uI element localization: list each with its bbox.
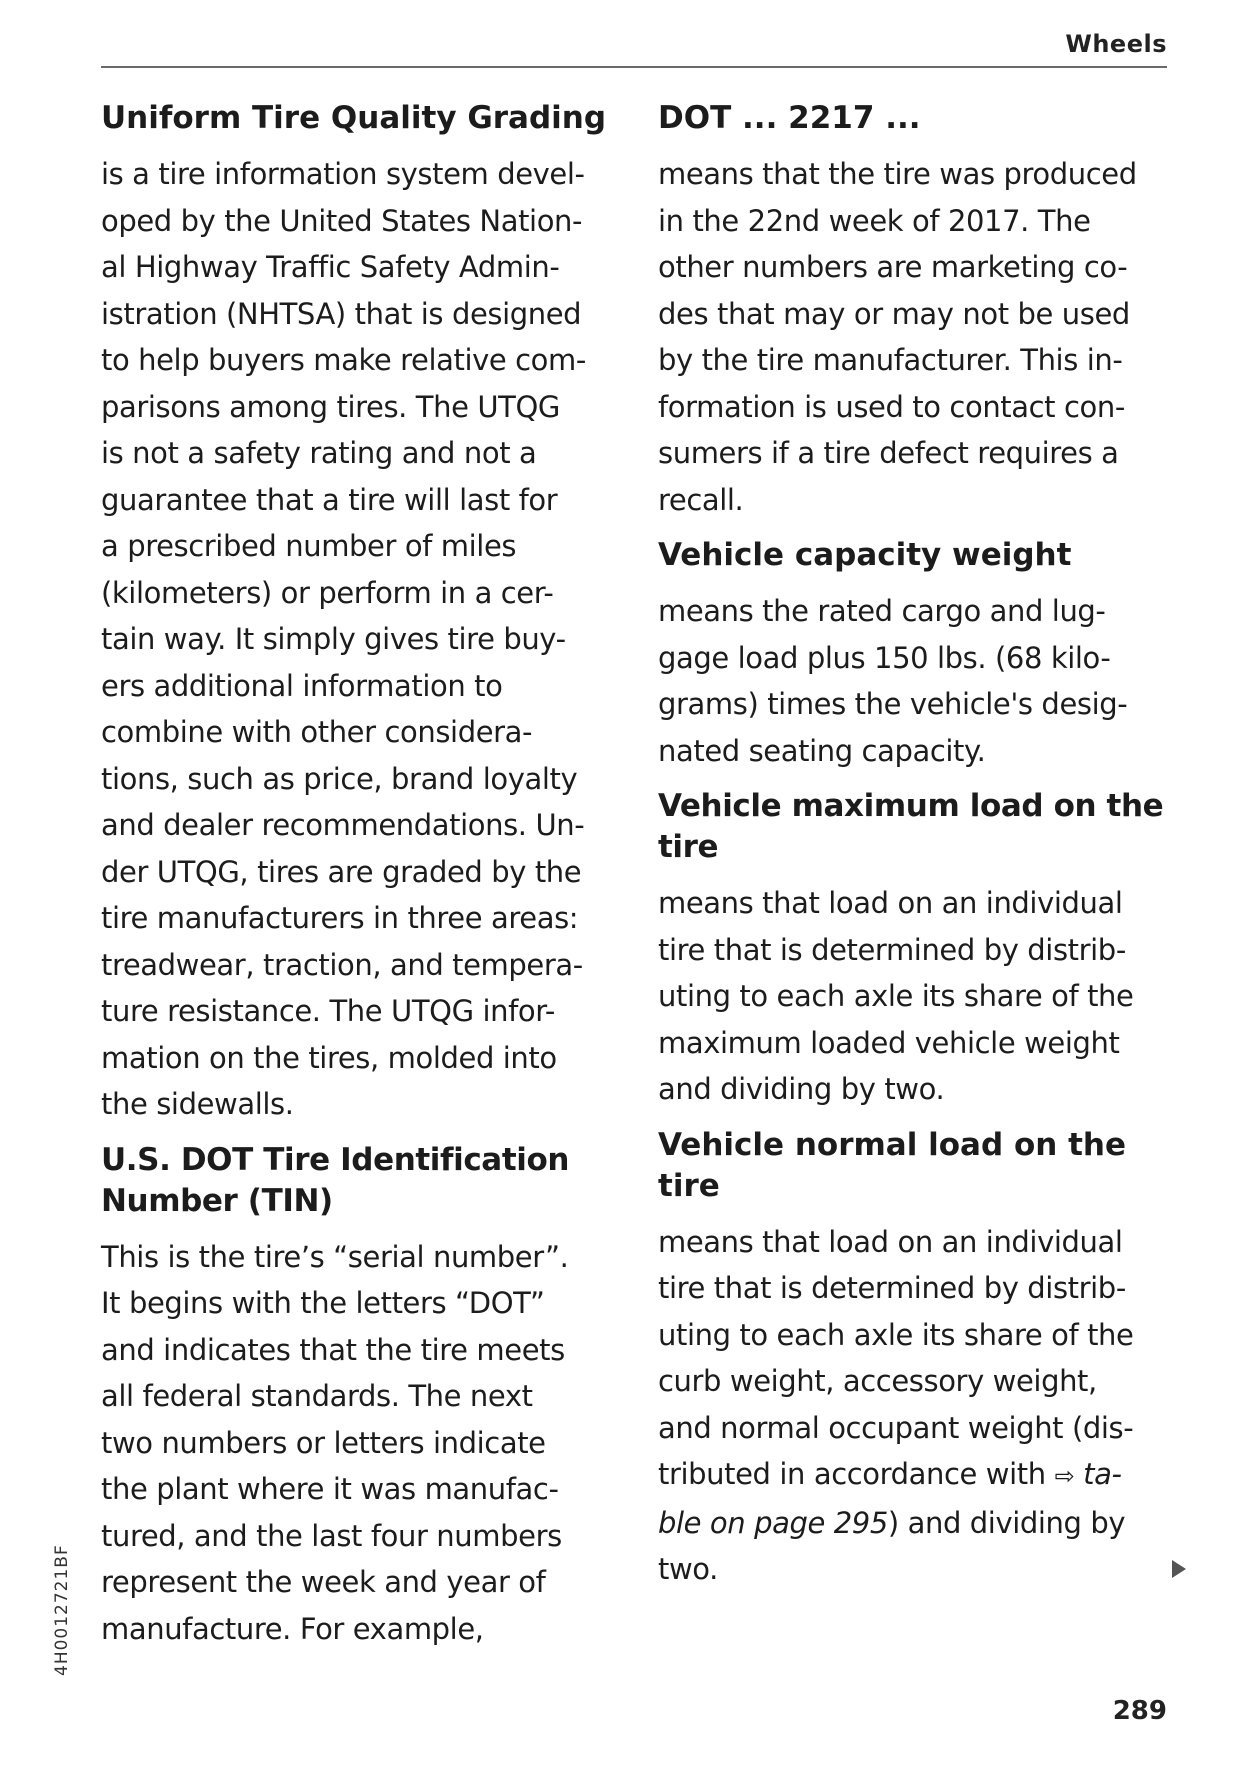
text-line: means that load on an individual <box>658 1224 1123 1259</box>
text-line: guarantee that a tire will last for <box>101 482 558 517</box>
text-line: recall. <box>658 482 744 517</box>
text-line: the plant where it was manufac- <box>101 1472 559 1506</box>
text-line: manufacture. For example, <box>101 1611 484 1646</box>
heading-line: Vehicle maximum load on the <box>658 788 1164 824</box>
text-line: to help buyers make relative com- <box>101 343 586 377</box>
text-line: and normal occupant weight (dis- <box>658 1410 1134 1445</box>
text-line: represent the week and year of <box>101 1565 546 1599</box>
text-line: uting to each axle its share of the <box>658 979 1134 1013</box>
text-line: curb weight, accessory weight, <box>658 1364 1097 1398</box>
text-line: the sidewalls. <box>101 1087 294 1121</box>
continue-arrow-icon <box>1172 1560 1186 1578</box>
text-line: and dealer recommendations. Un- <box>101 808 585 842</box>
text-line: is a tire information system devel- <box>101 157 585 191</box>
heading-line: tire <box>658 829 719 865</box>
text-line: tain way. It simply gives tire buy- <box>101 622 566 656</box>
text-line: treadwear, traction, and tempera- <box>101 947 583 982</box>
header-rule <box>101 66 1167 68</box>
text-line: means that load on an individual <box>658 886 1123 920</box>
text-line: des that may or may not be used <box>658 296 1130 331</box>
text-line: oped by the United States Nation- <box>101 203 583 238</box>
dot-example-paragraph <box>658 151 1180 523</box>
header-section-title: Wheels <box>1065 30 1167 58</box>
ref-suffix: ) and dividing by <box>887 1505 1126 1540</box>
text-line: means the rated cargo and lug- <box>658 594 1106 628</box>
normal-load-heading: Vehicle normal load on the tire <box>658 1126 1127 1204</box>
dot-example-heading: DOT ... 2217 ... <box>658 100 921 136</box>
text-line: der UTQG, tires are graded by the <box>101 854 582 889</box>
text-line: all federal standards. The next <box>101 1379 533 1413</box>
heading-line: U.S. DOT Tire Identification <box>101 1141 570 1178</box>
tin-heading <box>101 1140 621 1222</box>
text-line: tured, and the last four numbers <box>101 1518 562 1553</box>
page-reference-link[interactable]: ble on page 295 <box>658 1505 888 1540</box>
text-line: tire that is determined by distrib- <box>658 932 1126 967</box>
text-line: and dividing by two. <box>658 1072 945 1106</box>
text-line: tire manufacturers in three areas: <box>101 901 579 935</box>
reference-line <box>658 1451 1180 1500</box>
normal-load-paragraph <box>658 1219 1180 1593</box>
page-number: 289 <box>1112 1696 1167 1726</box>
document-code: 4H0012721BF <box>52 1544 72 1676</box>
text-line: is not a safety rating and not a <box>101 436 537 470</box>
text-line: It begins with the letters “DOT” <box>101 1286 545 1320</box>
text-line: ers additional information to <box>101 668 503 703</box>
text-line: nated seating capacity. <box>658 733 986 768</box>
text-line: a prescribed number of miles <box>101 529 517 563</box>
text-line: mation on the tires, molded into <box>101 1040 557 1075</box>
utqg-heading: Uniform Tire Quality Grading <box>101 100 607 136</box>
text-line: combine with other considera- <box>101 715 533 749</box>
text-line: in the 22nd week of 2017. The <box>658 203 1091 238</box>
right-column <box>658 88 1180 1605</box>
left-column <box>101 88 621 1664</box>
capacity-weight-paragraph <box>658 588 1180 774</box>
text-line: This is the tire’s “serial number”. <box>101 1239 569 1274</box>
page-reference-link[interactable]: ta- <box>1083 1457 1122 1491</box>
text-line: al Highway Traffic Safety Admin- <box>101 250 560 284</box>
text-line: maximum loaded vehicle weight <box>658 1025 1120 1060</box>
utqg-paragraph <box>101 151 621 1128</box>
text-line: means that the tire was produced <box>658 157 1137 191</box>
tin-paragraph <box>101 1234 621 1653</box>
ref-prefix: tributed in accordance with <box>658 1457 1055 1491</box>
text-line: grams) times the vehicle's desig- <box>658 687 1128 721</box>
text-line: two. <box>658 1552 718 1586</box>
text-line: and indicates that the tire meets <box>101 1332 565 1367</box>
text-line: two numbers or letters indicate <box>101 1425 546 1460</box>
text-line: gage load plus 150 lbs. (68 kilo- <box>658 640 1111 675</box>
text-line: ture resistance. The UTQG infor- <box>101 994 555 1028</box>
text-line: by the tire manufacturer. This in- <box>658 343 1123 377</box>
text-line: formation is used to contact con- <box>658 389 1125 424</box>
text-line: parisons among tires. The UTQG <box>101 389 560 424</box>
heading-line: Number (TIN) <box>101 1182 333 1219</box>
capacity-weight-heading: Vehicle capacity weight <box>658 537 1072 573</box>
max-load-heading <box>658 786 1180 868</box>
text-line: sumers if a tire defect requires a <box>658 436 1119 470</box>
text-line: tire that is determined by distrib- <box>658 1271 1126 1305</box>
text-line: uting to each axle its share of the <box>658 1317 1134 1352</box>
reference-line <box>658 1500 1180 1547</box>
text-line: other numbers are marketing co- <box>658 250 1128 284</box>
text-line: istration (NHTSA) that is designed <box>101 296 582 331</box>
max-load-paragraph <box>658 880 1180 1113</box>
text-line: (kilometers) or perform in a cer- <box>101 575 554 610</box>
reference-arrow-icon: ⇨ <box>1054 1462 1075 1490</box>
text-line: tions, such as price, brand loyalty <box>101 761 578 796</box>
